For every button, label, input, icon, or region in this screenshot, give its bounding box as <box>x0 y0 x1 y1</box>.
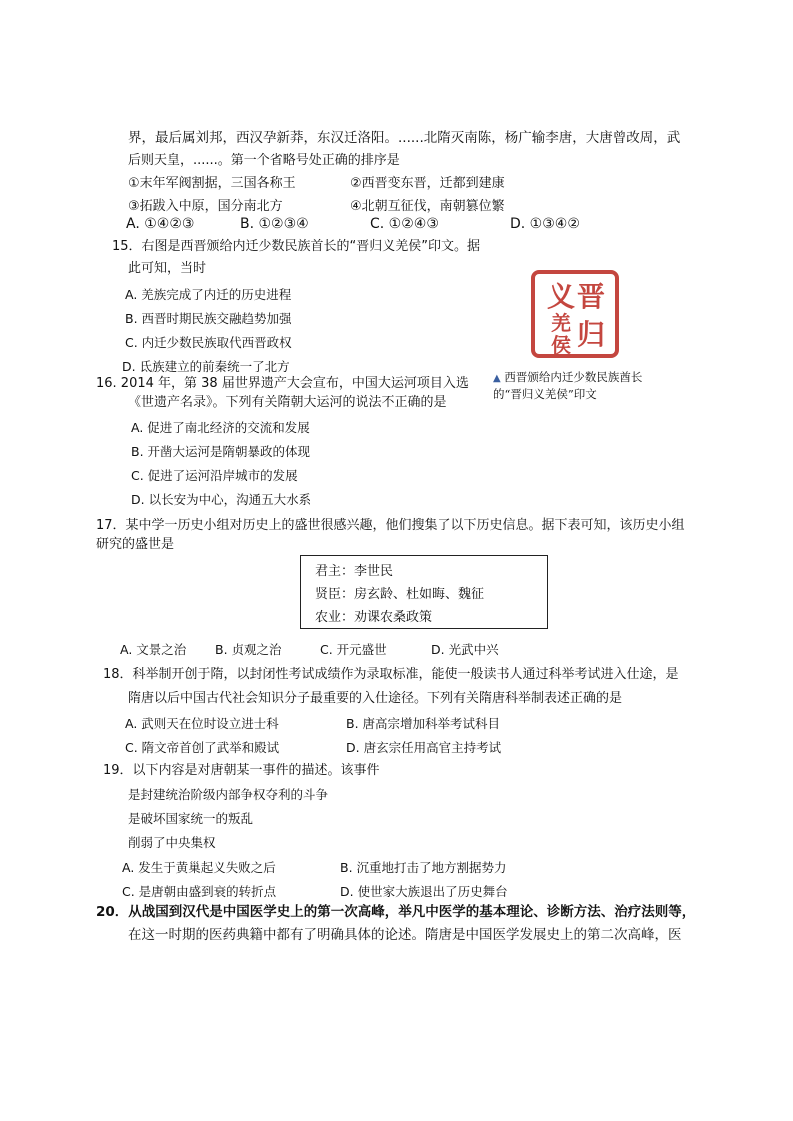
q18-stem-line2: 隋唐以后中国古代社会知识分子最重要的入仕途径。下列有关隋唐科举制表述正确的是 <box>128 691 623 706</box>
q14-option-b: B. ①②③④ <box>240 216 309 232</box>
q14-stem-line1: 界，最后属刘邦，西汉孕新莽，东汉迁洛阳。......北隋灭南陈，杨广输李唐，大唐曾改周，武 <box>128 130 681 146</box>
q15-stem-line1: 15．右图是西晋颁给内迁少数民族首长的“晋归义羌侯”印文。据 <box>112 239 481 254</box>
q15-option-b: B. 西晋时期民族交融趋势加强 <box>125 311 292 326</box>
q20-stem-line1: 20．从战国到汉代是中国医学史上的第一次高峰，举凡中医学的基本理论、诊断方法、治疗法则等， <box>96 904 696 920</box>
seal-char-4: 羌 <box>551 311 571 335</box>
q17-info-table <box>300 555 548 629</box>
caption-arrow-icon: ▲ <box>493 373 501 384</box>
seal-caption-line2: 的“晋归义羌侯”印文 <box>493 387 597 401</box>
q17-table-row-monarch: 君主：李世民 <box>315 564 394 579</box>
q14-option-d: D. ①③④② <box>510 216 580 232</box>
q19-item-3: 削弱了中央集权 <box>128 835 216 850</box>
q16-option-d: D. 以长安为中心，沟通五大水系 <box>131 492 312 507</box>
seal-image <box>527 266 623 362</box>
q18-option-b: B. 唐高宗增加科举考试科目 <box>346 716 501 731</box>
seal-char-1: 晋 <box>576 280 606 313</box>
q19-option-c: C. 是唐朝由盛到衰的转折点 <box>122 884 277 899</box>
q14-item-4: ④北朝互征伐，南朝篡位繁 <box>350 199 505 214</box>
q19-option-d: D. 使世家大族退出了历史舞台 <box>340 884 508 899</box>
q17-option-d: D. 光武中兴 <box>431 642 499 657</box>
q14-stem-line2: 后则天皇，......。第一个省略号处正确的排序是 <box>128 153 400 168</box>
q15-option-d: D. 氐族建立的前秦统一了北方 <box>122 359 290 374</box>
q19-option-a: A. 发生于黄巢起义失败之后 <box>122 860 276 875</box>
seal-caption-text1: 西晋颁给内迁少数民族酋长 <box>504 370 643 384</box>
q14-item-1: ①末年军阀割据，三国各称王 <box>128 176 296 191</box>
q19-item-1: 是封建统治阶级内部争权夺利的斗争 <box>128 787 329 802</box>
q14-item-3: ③拓跋入中原，国分南北方 <box>128 199 283 214</box>
q19-stem: 19．以下内容是对唐朝某一事件的描述。该事件 <box>103 763 380 778</box>
q19-item-2: 是破坏国家统一的叛乱 <box>128 811 254 826</box>
q16-option-a: A. 促进了南北经济的交流和发展 <box>131 420 310 435</box>
q14-item-2: ②西晋变东晋，迁都到建康 <box>350 176 505 191</box>
q17-option-b: B. 贞观之治 <box>215 642 282 657</box>
q16-option-b: B. 开凿大运河是隋朝暴政的体现 <box>131 444 311 459</box>
seal-stamp-icon <box>527 266 623 362</box>
q16-stem-line1: 16. 2014 年，第 38 届世界遗产大会宣布，中国大运河项目入选 <box>96 376 469 391</box>
q20-stem-line2: 在这一时期的医药典籍中都有了明确具体的论述。隋唐是中国医学发展史上的第二次高峰，医 <box>128 927 682 943</box>
q17-table-row-agriculture: 农业：劝课农桑政策 <box>315 610 433 625</box>
q15-stem-line2: 此可知，当时 <box>128 261 207 276</box>
q15-option-c: C. 内迁少数民族取代西晋政权 <box>125 335 292 350</box>
q18-stem-line1: 18．科举制开创于隋，以封闭性考试成绩作为录取标准，能使一般读书人通过科举考试进入仕途，是 <box>103 667 679 682</box>
seal-char-3: 义 <box>546 280 576 313</box>
q14-option-c: C. ①②④③ <box>370 216 439 232</box>
seal-char-5: 侯 <box>551 333 571 357</box>
q16-stem-line2: 《世遗产名录》。下列有关隋朝大运河的说法不正确的是 <box>128 395 447 410</box>
q17-table-row-ministers: 贤臣：房玄龄、杜如晦、魏征 <box>315 587 485 602</box>
q17-option-a: A. 文景之治 <box>120 642 187 657</box>
q16-option-c: C. 促进了运河沿岸城市的发展 <box>131 468 298 483</box>
q17-stem-line1: 17．某中学一历史小组对历史上的盛世很感兴趣，他们搜集了以下历史信息。据下表可知，该历史小组 <box>96 518 685 533</box>
q15-option-a: A. 羌族完成了内迁的历史进程 <box>125 287 292 302</box>
q14-option-a: A. ①④②③ <box>126 216 195 232</box>
q18-option-c: C. 隋文帝首创了武举和殿试 <box>125 740 280 755</box>
q17-stem-line2: 研究的盛世是 <box>96 537 175 552</box>
q18-option-d: D. 唐玄宗任用高官主持考试 <box>346 740 502 755</box>
q19-option-b: B. 沉重地打击了地方割据势力 <box>340 860 507 875</box>
q18-option-a: A. 武则天在位时设立进士科 <box>125 716 279 731</box>
seal-char-2: 归 <box>576 318 606 351</box>
q17-option-c: C. 开元盛世 <box>320 642 387 657</box>
